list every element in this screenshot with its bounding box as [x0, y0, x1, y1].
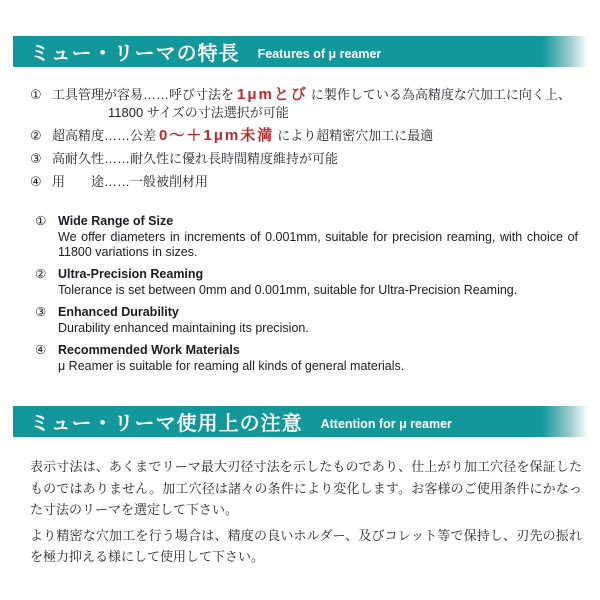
item-text-post: により超精密穴加工に最適: [277, 128, 434, 143]
list-item: [30, 86, 600, 122]
item-content: [58, 342, 578, 374]
item-text-pre: 超高精度……公差: [52, 128, 157, 143]
item-continuation-line: 11800 サイズの寸法選択が可能: [108, 105, 289, 120]
item-text: [52, 86, 571, 104]
list-item: [30, 173, 600, 191]
item-text: 高耐久性……耐久性に優れ長時間精度維持が可能: [52, 151, 339, 166]
features-title-jp: ミュー・リーマの特長: [30, 43, 240, 65]
attention-title-jp: ミュー・リーマ使用上の注意: [30, 413, 303, 435]
item-number: ①: [30, 87, 42, 102]
item-number: ③: [30, 151, 42, 166]
features-list-japanese: [30, 86, 600, 191]
item-number: ④: [30, 174, 42, 189]
item-text: [52, 127, 433, 145]
item-text-post: に製作している為高精度な穴加工に向く上、: [310, 87, 571, 102]
list-item-line: [30, 127, 600, 145]
attention-title-en: Attention for μ reamer: [320, 416, 452, 431]
list-item: [35, 266, 600, 298]
list-item-line: [30, 150, 600, 168]
item-number: ④: [35, 343, 47, 357]
item-number: ②: [30, 128, 42, 143]
item-text: 用 途……一般被削材用: [52, 174, 209, 189]
item-body: μ Reamer is suitable for reaming all kinds of general materials.: [58, 359, 405, 373]
item-content: [58, 213, 578, 260]
item-text-emphasis: 1μmとび: [237, 86, 308, 103]
item-body: Durability enhanced maintaining its precision.: [58, 321, 309, 335]
features-section-header: [13, 36, 588, 67]
list-item-line: [30, 173, 600, 191]
attention-paragraph: 表示寸法は、あくまでリーマ最大刃径寸法を示したものであり、仕上がり加工穴径を保証したものではありません。加工穴径は諸々の条件により変化します。お客様のご使用条件にかなった寸法のリーマを選定して下さい。: [30, 459, 582, 517]
item-number: ①: [35, 214, 47, 228]
list-item: [30, 150, 600, 168]
list-item: [35, 213, 600, 260]
item-body: Tolerance is set between 0mm and 0.001mm, suitable for Ultra-Precision Reaming.: [58, 283, 518, 297]
item-title: Ultra-Precision Reaming: [58, 267, 204, 281]
list-item: [35, 342, 600, 374]
item-number: ③: [35, 305, 47, 319]
list-item-line: [30, 86, 600, 104]
item-content: [58, 304, 578, 336]
list-item: [30, 127, 600, 145]
attention-paragraph: より精密な穴加工を行う場合は、精度の良いホルダー、及びコレット等で保持し、刃先の振れを極力抑える様にして使用して下さい。: [30, 527, 582, 564]
item-text-pre: 工具管理が容易……呼び寸法を: [52, 87, 235, 102]
item-text-emphasis: 0～＋1μm未満: [159, 127, 275, 144]
item-body: We offer diameters in increments of 0.001mm, suitable for precision reaming, with choice of 11800 variations in sizes.: [58, 230, 578, 259]
item-title: Recommended Work Materials: [58, 343, 240, 357]
item-title: Enhanced Durability: [58, 305, 179, 319]
list-item: [35, 304, 600, 336]
attention-text-block: [30, 456, 582, 568]
features-list-english: [35, 213, 600, 374]
attention-section-header: [13, 406, 588, 437]
features-title-en: Features of μ reamer: [257, 46, 382, 61]
item-title: Wide Range of Size: [58, 214, 174, 228]
item-content: [58, 266, 578, 298]
item-number: ②: [35, 267, 47, 281]
